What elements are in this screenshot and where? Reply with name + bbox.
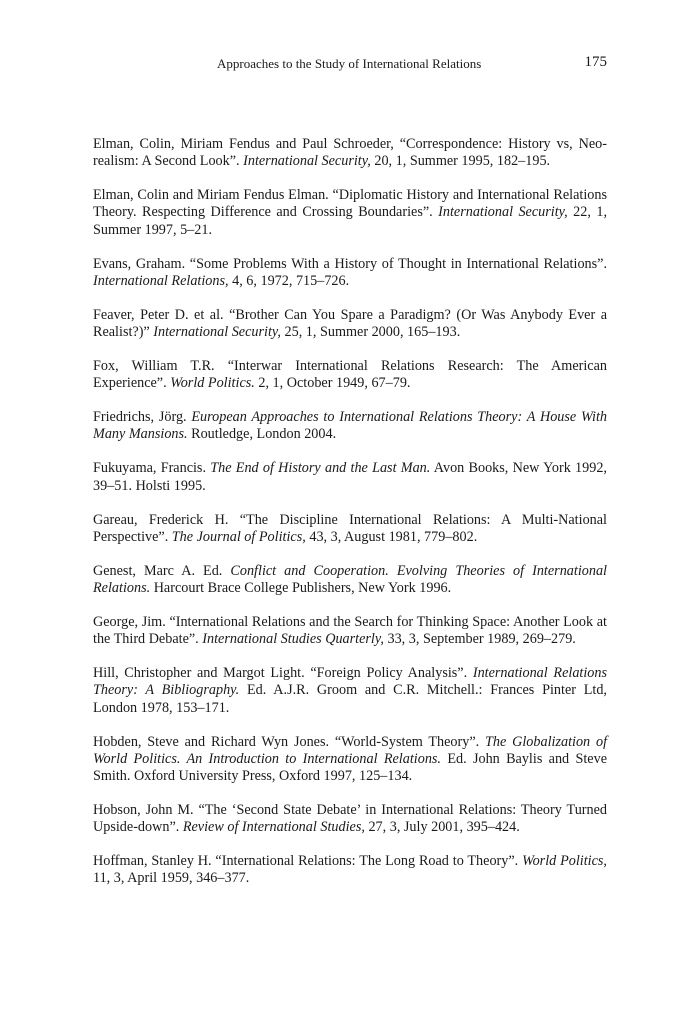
reference-text: Genest, Marc A. Ed. — [93, 562, 231, 579]
reference-details: 27, 3, July 2001, 395–424. — [364, 819, 520, 836]
reference-source-title: International Security, — [153, 324, 281, 341]
reference-text: Fox, William T.R. “Interwar International Relations Research: The American Experience”. — [93, 358, 607, 392]
reference-entry — [93, 802, 607, 836]
reference-text: George, Jim. “International Relations and the Search for Thinking Space: Another Look at the Third Debate”. — [93, 614, 607, 648]
reference-text: Elman, Colin and Miriam Fendus Elman. “Diplomatic History and International Relations Theory. Respecting Difference and Crossing Boundaries”. — [93, 187, 607, 221]
reference-source-title: International Security, — [438, 204, 568, 221]
reference-entry — [93, 614, 607, 648]
reference-text: Feaver, Peter D. et al. “Brother Can You Spare a Paradigm? (Or Was Anybody Ever a Realist?)” — [93, 306, 607, 341]
reference-details: Routledge, London 2004. — [187, 426, 337, 443]
page-number: 175 — [584, 54, 607, 70]
reference-source-title: International Relations Theory: A Bibliography. — [93, 665, 607, 699]
reference-text: Friedrichs, Jörg. — [93, 409, 192, 426]
reference-source-title: European Approaches to International Relations Theory: A House With Many Mansions. — [93, 409, 608, 443]
reference-text: Elman, Colin, Miriam Fendus and Paul Schroeder, “Correspondence: History vs, Neo-realism: A Second Look”. — [93, 136, 607, 170]
reference-source-title: World Politics. — [170, 375, 255, 392]
reference-details: Avon Books, New York 1992, 39–51. Holsti 1995. — [93, 460, 607, 494]
reference-entry — [93, 187, 607, 239]
reference-details: 33, 3, September 1989, 269–279. — [383, 631, 576, 648]
reference-source-title: International Studies Quarterly, — [202, 631, 384, 648]
reference-text: Hill, Christopher and Margot Light. “Foreign Policy Analysis”. — [93, 665, 473, 682]
reference-entry — [93, 665, 607, 717]
running-header — [0, 54, 700, 74]
reference-entry — [93, 853, 607, 887]
reference-entry — [93, 512, 607, 546]
reference-text: Hoffman, Stanley H. “International Relations: The Long Road to Theory”. — [93, 853, 523, 870]
reference-source-title: Review of International Studies, — [182, 819, 365, 836]
reference-source-title: The End of History and the Last Man. — [210, 460, 431, 477]
running-title: Approaches to the Study of International Relations — [217, 56, 482, 71]
reference-source-title: The Globalization of World Politics. An Introduction to International Relations. — [93, 733, 608, 767]
reference-entry — [93, 734, 607, 786]
reference-list — [93, 136, 607, 904]
reference-details: 2, 1, October 1949, 67–79. — [254, 375, 411, 392]
reference-text: Fukuyama, Francis. — [93, 460, 211, 477]
reference-source-title: The Journal of Politics, — [171, 528, 306, 545]
reference-entry — [93, 409, 607, 443]
reference-source-title: International Relations, — [93, 272, 229, 289]
reference-source-title: International Security, — [243, 153, 371, 170]
reference-details: Harcourt Brace College Publishers, New York 1996. — [150, 580, 452, 597]
reference-details: 25, 1, Summer 2000, 165–193. — [280, 324, 461, 341]
reference-entry — [93, 307, 607, 341]
reference-details: 22, 1, Summer 1997, 5–21. — [93, 204, 607, 238]
reference-text: Evans, Graham. “Some Problems With a History of Thought in International Relations”. — [93, 255, 607, 272]
reference-entry — [93, 460, 607, 494]
reference-text: Hobden, Steve and Richard Wyn Jones. “World-System Theory”. — [93, 733, 485, 750]
reference-text: Hobson, John M. “The ‘Second State Debate’ in International Relations: Theory Turned Upside-down”. — [93, 802, 607, 836]
reference-entry — [93, 136, 607, 170]
reference-text: Gareau, Frederick H. “The Discipline International Relations: A Multi-National Perspective”. — [93, 511, 607, 545]
reference-details: 4, 6, 1972, 715–726. — [228, 272, 350, 289]
reference-entry — [93, 358, 607, 392]
reference-details: Ed. A.J.R. Groom and C.R. Mitchell.: Frances Pinter Ltd, London 1978, 153–171. — [93, 682, 607, 716]
reference-details: 20, 1, Summer 1995, 182–195. — [370, 153, 551, 170]
reference-details: 43, 3, August 1981, 779–802. — [305, 528, 478, 545]
reference-details: Ed. John Baylis and Steve Smith. Oxford University Press, Oxford 1997, 125–134. — [93, 750, 607, 785]
reference-details: 11, 3, April 1959, 346–377. — [93, 870, 250, 887]
reference-entry — [93, 256, 607, 290]
reference-source-title: World Politics, — [522, 853, 607, 870]
reference-source-title: Conflict and Cooperation. Evolving Theories of International Relations. — [93, 562, 607, 597]
reference-entry — [93, 563, 607, 597]
